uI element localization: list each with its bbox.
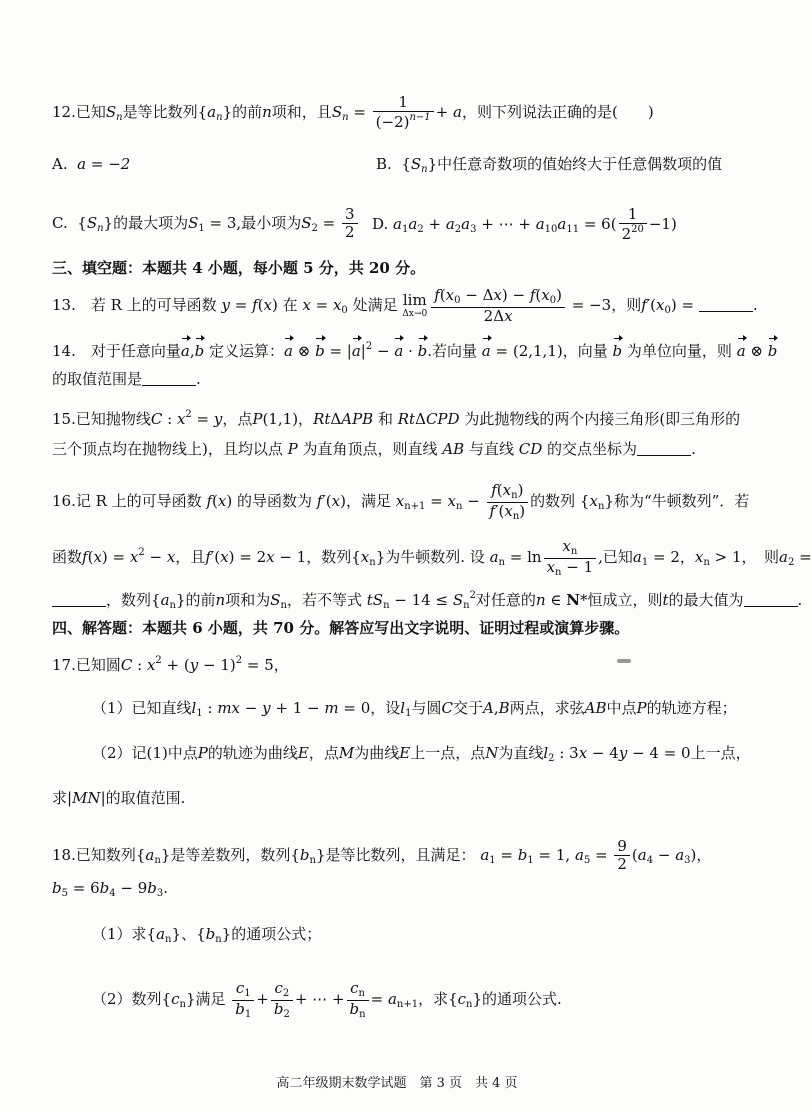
q16-line1: 16.记 R 上的可导函数 f(x) 的导函数为 f′(x)，满足 $x_{n+1} = x_n$ − $\frac{f(x_n)}{f'(x_n)}$ 的数列 $\{x_n\}$称为“牛顿数列”．若: [52, 481, 750, 522]
q15-line1: 15.已知抛物线C : $x^2 = y$，点P(1,1)，RtΔAPB 和 RtΔCPD 为此抛物线的两个内接三角形(即三角形的: [52, 409, 741, 428]
q12-option-b: B. $\{S_n\}$中任意奇数项的值始终大于任意偶数项的值: [376, 155, 723, 175]
scan-speck: [617, 659, 631, 663]
q12-stem: 12.已知$S_n$是等比数列$\{a_n\}$的前n项和，且$S_n$ = $\frac{1}{(-2)^{n-1}}$ + a，则下列说法正确的是( ): [52, 93, 654, 132]
q12-option-c: C. $\{S_n\}$的最大项为$S_1 = 3$,最小项为$S_2$ = $\frac{3}{2}$: [52, 206, 754, 242]
section-solutions-heading: 四、解答题：本题共 6 小题，共 70 分。解答应写出文字说明、证明过程或演算步骤。: [52, 619, 630, 637]
q13-answer-blank: [699, 297, 753, 312]
q18-part2: （2）数列$\{c_n\}$满足 $\frac{c_1}{b_1}$ + $\frac{c_2}{b_2}$ + ⋯ + $\frac{c_n}{b_n}$ = $a_{n+1}$，求$\{c_n\}$的通项公式.: [92, 979, 562, 1020]
q16-answer-blank-1: [52, 592, 106, 607]
q16-line3: ，数列$\{a_n\}$的前n项和为$S_n$，若不等式 $tS_n - 14 \le S_n^2$对任意的n ∈ N*恒成立，则t的最大值为 .: [52, 584, 754, 618]
q17-part2-line2: 求|MN|的取值范围.: [52, 789, 186, 807]
q17-stem: 17.已知圆C : $x^2 + (y - 1)^2 = 5$，: [52, 655, 289, 674]
q18-stem-line2: $b_5 = 6b_4 - 9b_3$.: [52, 879, 169, 899]
q13: 13. 若 R 上的可导函数 y = f(x) 在 $x = x_0$ 处满足 lim Δx→0 $\frac{f(x_0 - \Delta x) - f(x_0)}{2\Delta x}$ = −3，则$f'(x_0)$ = .: [52, 286, 758, 325]
q12-option-d: D. $a_1a_2 + a_2a_3$ + ⋯ + $a_{10}a_{11} = 6$( $\frac{1}{2^{20}}$ −1): [372, 205, 677, 244]
q17-part1: （1）已知直线$l_1$ : mx − y + 1 − m = 0，设$l_1$与圆C交于A,B两点，求弦AB中点P的轨迹方程；: [92, 699, 737, 719]
section-fill-in-heading: 三、填空题：本题共 4 小题，每小题 5 分，共 20 分。: [52, 259, 426, 277]
q14-answer-blank: [142, 371, 196, 386]
q12-option-a: A. a = −2: [52, 155, 131, 173]
q15-answer-blank: [637, 441, 691, 456]
q16-answer-blank-2: [744, 592, 798, 607]
q18-stem-line1: 18.已知数列$\{a_n\}$是等差数列，数列$\{b_n\}$是等比数列，且满足： $a_1 = b_1 = 1$, $a_5$ = $\frac{9}{2}$ $(a_4 - a_3)$，: [52, 837, 712, 874]
q17-part2-line1: （2）记(1)中点P的轨迹为曲线E，点M为曲线E上一点，点N为直线$l_2$ : 3x − 4y − 4 = 0上一点，: [92, 744, 751, 764]
q16-line2: 函数$f(x) = x^2 - x$，且f′(x) = 2x − 1，数列$\{x_n\}$为牛顿数列. 设 $a_n = \ln$ $\frac{x_n}{x_n - 1}$ ,已知$a_1 = 2$，$x_n > 1$， 则$a_2$ =: [52, 537, 812, 578]
page-footer: 高二年级期末数学试题 第 3 页 共 4 页: [276, 1076, 518, 1091]
q14-line1: 14. 对于任意向量a,b 定义运算：a ⊗ $b = |a|^2 - a \cdot b$.若向量 a = (2,1,1)，向量 b 为单位向量，则 a ⊗ b: [52, 335, 754, 363]
q18-part1: （1）求$\{a_n\}$、$\{b_n\}$的通项公式；: [92, 925, 322, 945]
q15-line2: 三个顶点均在抛物线上)，且均以点 P 为直角顶点，则直线 AB 与直线 CD 的交点坐标为 .: [52, 440, 696, 458]
q14-line2: 的取值范围是 .: [52, 370, 201, 388]
